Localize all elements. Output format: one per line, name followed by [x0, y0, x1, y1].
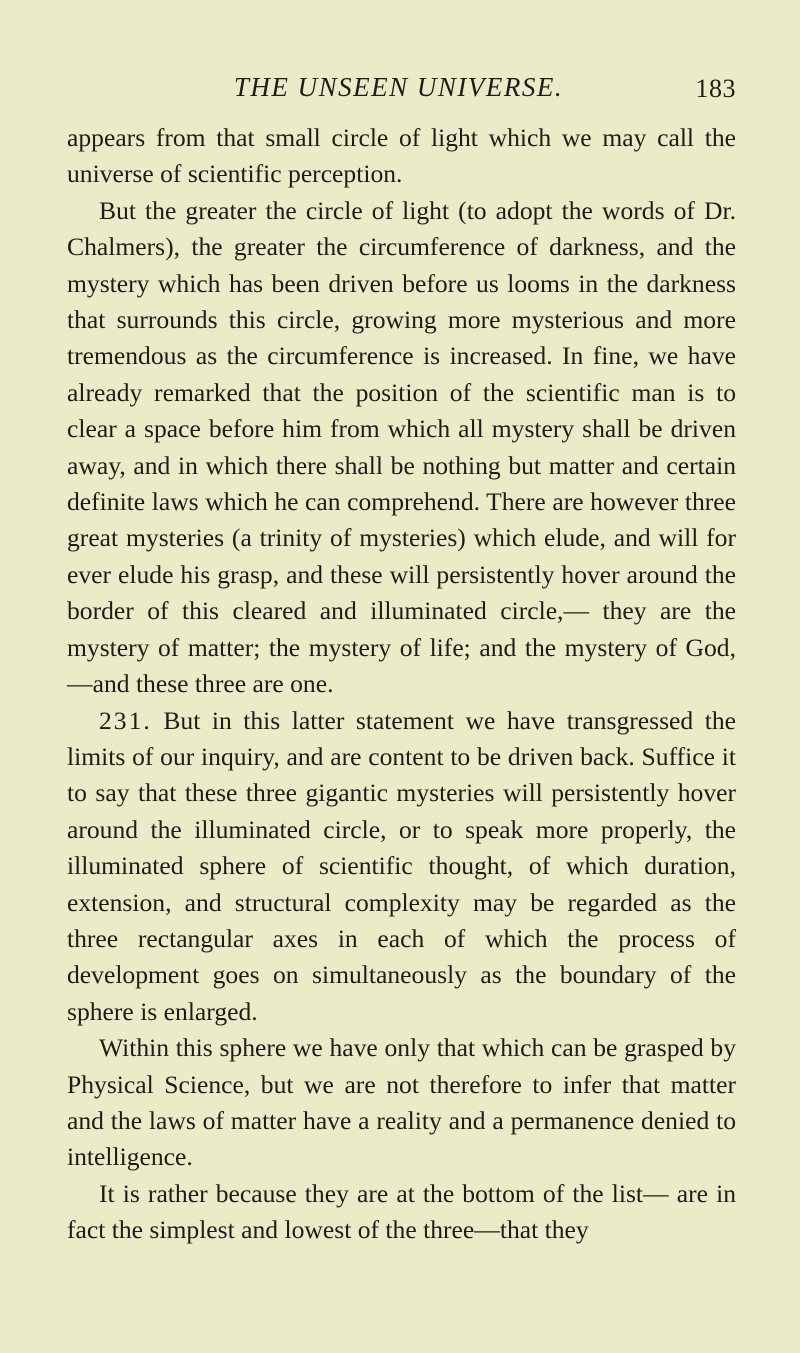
paragraph-continuation [67, 120, 736, 193]
body-text [67, 120, 736, 1249]
page-number: 183 [695, 74, 736, 103]
paragraph-text: appears from that small circle of light which we may call the universe of scientific perception. [67, 123, 736, 189]
section-number: 231. [99, 705, 152, 735]
paragraph-section-231 [67, 703, 736, 1031]
running-header [67, 68, 736, 106]
paragraph [67, 1176, 736, 1249]
paragraph [67, 193, 736, 703]
running-title: THE UNSEEN UNIVERSE. [233, 72, 564, 102]
paragraph [67, 1030, 736, 1176]
paragraph-text: Within this sphere we have only that which can be grasped by Physical Science, but we are not therefore to infer that matter and the laws of matter have a reality and a permanence denied to intelligence. [67, 1033, 736, 1172]
paragraph-text: But in this latter statement we have transgressed the limits of our inquiry, and are content to be driven back. Suffice it to say that these three gigantic mysteries will persistently hover around the illuminated circle, or to speak more properly, the illuminated sphere of scientific thought, of which duration, extension, and structural complexity may be regarded as the three rectangular axes in each of which the process of development goes on simultaneously as the boundary of the sphere is enlarged. [67, 705, 736, 1026]
paragraph-text: But the greater the circle of light (to adopt the words of Dr. Chalmers), the greater the circumference of darkness, and the mystery which has been driven before us looms in the darkness that surrounds this circle, growing more mysterious and more tremendous as the circumference is increased. In fine, we have already remarked that the position of the scientific man is to clear a space before him from which all mystery shall be driven away, and in which there shall be nothing but matter and certain definite laws which he can comprehend. There are however three great mysteries (a trinity of mysteries) which elude, and will for ever elude his grasp, and these will persistently hover around the border of this cleared and illuminated circle,— they are the mystery of matter; the mystery of life; and the mystery of God,—and these three are one. [67, 195, 736, 699]
paragraph-text: It is rather because they are at the bottom of the list— are in fact the simplest and lowest of the three—that they [67, 1178, 736, 1245]
